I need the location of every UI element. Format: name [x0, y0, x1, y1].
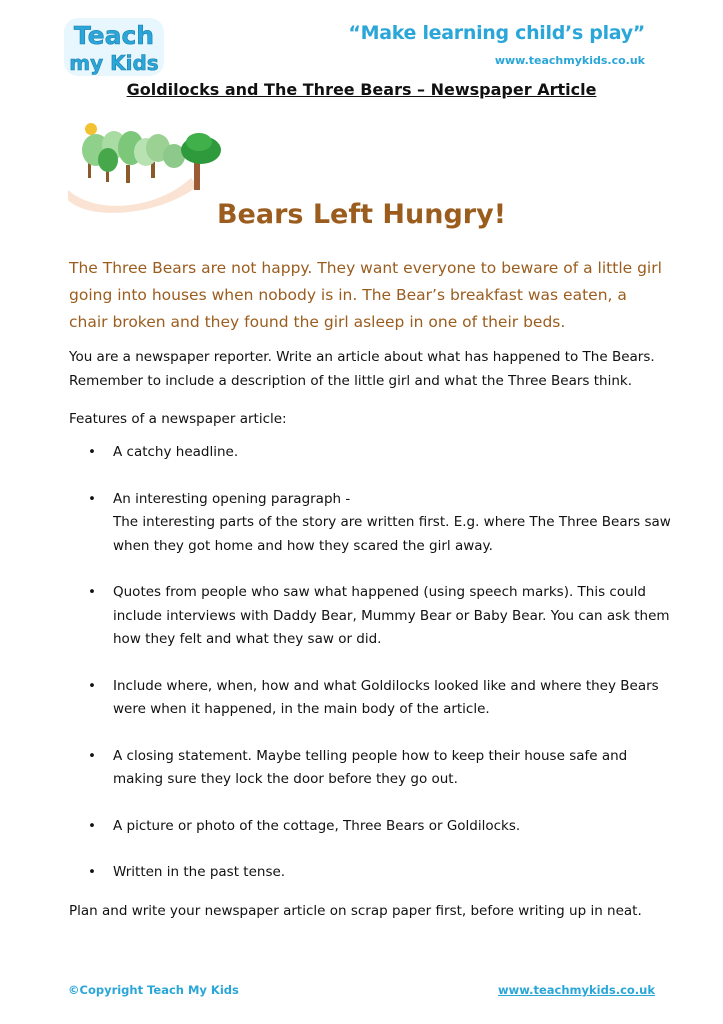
bullet-icon: • — [88, 864, 96, 880]
features-list — [69, 441, 679, 908]
feature-text: Quotes from people who saw what happened (using speech marks). This could include interviews with Daddy Bear, Mummy Bear or Baby Bear. You can ask them how they felt and what they saw or did. — [113, 584, 670, 647]
bullet-icon: • — [88, 444, 96, 460]
feature-text: A picture or photo of the cottage, Three Bears or Goldilocks. — [113, 817, 521, 834]
feature-text: An interesting opening paragraph - — [113, 490, 351, 507]
list-item — [69, 745, 679, 792]
svg-text:my Kids: my Kids — [69, 51, 159, 75]
feature-text: Include where, when, how and what Goldilocks looked like and where they Bears were when it happened, in the main body of the article. — [113, 677, 659, 717]
svg-text:Teach: Teach — [73, 21, 155, 50]
intro-paragraph: The Three Bears are not happy. They want everyone to beware of a little girl going into houses when nobody is in. The Bear’s breakfast was eaten, a chair broken and they found the girl asleep in one of their beds. — [69, 259, 662, 331]
list-item — [69, 581, 679, 652]
tagline: “Make learning child’s play” — [348, 22, 645, 44]
feature-text: Written in the past tense. — [113, 864, 286, 880]
list-item — [69, 441, 679, 465]
bullet-icon: • — [88, 584, 96, 600]
features-heading: Features of a newspaper article: — [69, 411, 287, 427]
footer-copyright: ©Copyright Teach My Kids — [68, 983, 239, 997]
teach-my-kids-logo — [62, 16, 166, 78]
list-item — [69, 861, 679, 885]
header-website-link[interactable]: www.teachmykids.co.uk — [494, 54, 645, 67]
footer-website-link[interactable]: www.teachmykids.co.uk — [497, 983, 655, 997]
headline: Bears Left Hungry! — [216, 199, 507, 230]
bullet-icon: • — [88, 817, 96, 834]
list-item — [69, 675, 679, 722]
closing-paragraph: Plan and write your newspaper article on scrap paper first, before writing up in neat. — [69, 903, 642, 919]
list-item — [69, 488, 679, 559]
bullet-icon: • — [88, 490, 96, 507]
feature-subtext: The interesting parts of the story are written first. E.g. where The Three Bears saw when they got home and how they scared the girl away. — [113, 514, 671, 554]
feature-text: A catchy headline. — [113, 444, 239, 460]
list-item — [69, 815, 679, 839]
feature-text: A closing statement. Maybe telling people how to keep their house safe and making sure they lock the door before they go out. — [113, 747, 628, 787]
document-title: Goldilocks and The Three Bears – Newspaper Article — [126, 80, 597, 99]
bullet-icon: • — [88, 747, 96, 764]
task-paragraph: You are a newspaper reporter. Write an article about what has happened to The Bears. Remember to include a description of the little girl and what the Three Bears think. — [69, 349, 655, 389]
bullet-icon: • — [88, 677, 96, 694]
